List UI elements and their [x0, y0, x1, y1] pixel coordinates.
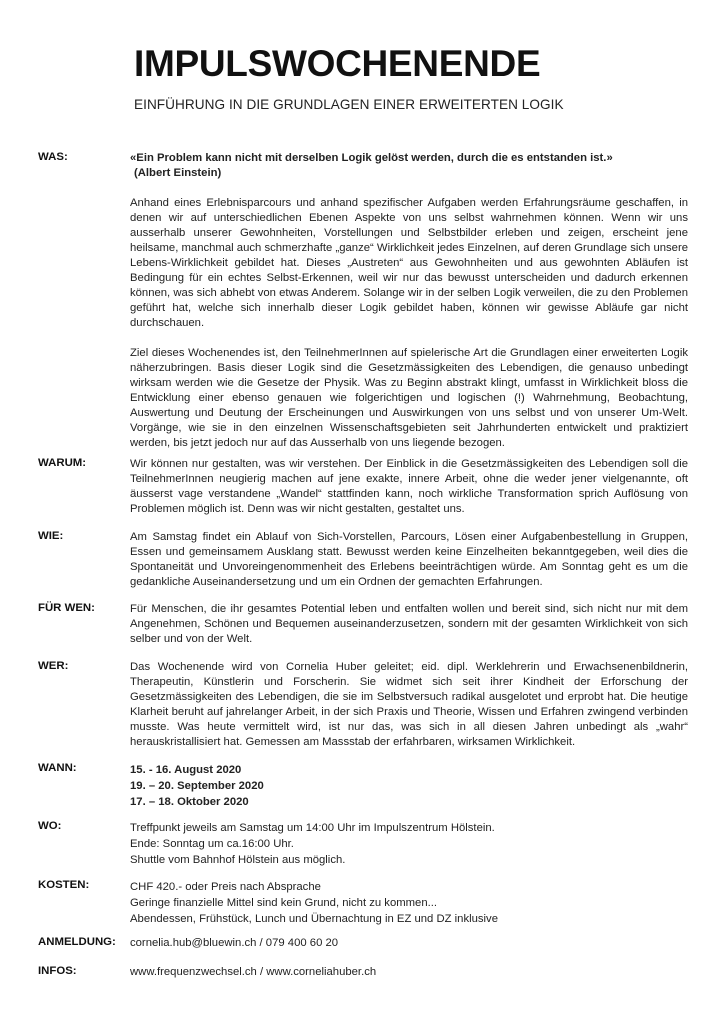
financial-note-line: Geringe finanzielle Mittel sind kein Grund, nicht zu kommen... — [130, 897, 438, 909]
section-content-wie: Am Samstag findet ein Ablauf von Sich-Vorstellen, Parcours, Lösen einer Aufgabenbestellung in Gruppen, Essen und gemeinsamem Ausklang statt. Bewusst werden keine Einzelheiten bekanntgegeben, weil dies die Spontaneität und Unvoreingenommenheit des Erlebens beeinträchtigen würde. Am Sonntag geht es um die gedankliche Auseinandersetzung und um ein Ordnen der gemachten Erfahrungen. — [130, 531, 688, 588]
section-content-wann — [130, 762, 688, 810]
date-august: 15. - 16. August 2020 — [130, 764, 242, 776]
section-label-anmeldung: ANMELDUNG: — [38, 936, 116, 948]
section-label-wo: WO: — [38, 820, 62, 832]
section-label-infos: INFOS: — [38, 965, 77, 977]
contact-info[interactable]: cornelia.hub@bluewin.ch / 079 400 60 20 — [130, 937, 339, 949]
page-subtitle: EINFÜHRUNG IN DIE GRUNDLAGEN EINER ERWEITERTEN LOGIK — [134, 97, 564, 112]
section-content-fuer-wen: Für Menschen, die ihr gesamtes Potential leben und entfalten wollen und bereit sind, sich nicht nur mit dem Angenehmen, Schönen und Bequemen auseinanderzusetzen, sondern mit der gesamten Wirklichkeit von sich selber und von der Welt. — [130, 603, 688, 645]
quote-text: «Ein Problem kann nicht mit derselben Logik gelöst werden, durch die es entstanden ist.» — [130, 152, 613, 164]
end-time-line: Ende: Sonntag um ca.16:00 Uhr. — [130, 838, 294, 850]
section-content-was — [130, 151, 688, 451]
was-paragraph-2: Ziel dieses Wochenendes ist, den TeilnehmerInnen auf spielerische Art die Grundlagen einer erweiterten Logik näherzubringen. Basis dieser Logik sind die Gesetzmässigkeiten des Lebendigen, die genauso unbedingt wirksam werden wie die Gesetze der Physik. Was zu Beginn abstrakt klingt, umfasst in Wirklichkeit bloss die Entwicklung einer ebenso genauen wie folgerichtigen und logischen (!) Wahrnehmung, Beobachtung, Auswertung und Deutung der Erscheinungen und Auswirkungen von uns selbst und von unserer Um-Welt. Vorgänge, wie sie in den einzelnen Wissenschaftsgebieten seit Jahrhunderten entwickelt und praktiziert werden, bis jetzt jedoch nur auf das Ausserhalb von uns liegende bezogen. — [130, 347, 688, 449]
section-content-wer: Das Wochenende wird von Cornelia Huber geleitet; eid. dipl. Werklehrerin und Erwachsenenbildnerin, Therapeutin, Künstlerin und Forscherin. Sie widmet sich seit ihrer Kindheit der Erforschung der Gesetzmässigkeiten des Lebendigen, die sie im Selbstversuch radikal ausgelotet und erprobt hat. Die heutige Klarheit beruht auf jahrelanger Arbeit, in der sich Praxis und Theorie, Wissen und Erfahren zwingend verbinden musste. Was heute vermittelt wird, ist nur das, was sich in all diesen Jahren unbedingt als „wahr“ herauskristallisiert hat. Gemessen am Massstab der erfahrbaren, wirksamen Wirklichkeit. — [130, 661, 688, 748]
einstein-quote — [130, 151, 688, 181]
section-label-kosten: KOSTEN: — [38, 879, 90, 891]
website-links[interactable]: www.frequenzwechsel.ch / www.corneliahuber.ch — [130, 966, 377, 978]
section-label-fuer-wen: FÜR WEN: — [38, 602, 95, 614]
section-label-wie: WIE: — [38, 530, 64, 542]
quote-source: (Albert Einstein) — [134, 167, 222, 179]
date-oktober: 17. – 18. Oktober 2020 — [130, 796, 249, 808]
was-paragraph-1: Anhand eines Erlebnisparcours und anhand spezifischer Aufgaben werden Erfahrungsräume geschaffen, in denen wir auf unterschiedlichen Ebenen Aspekte von uns selbst wahrnehmen können. Wenn wir uns ausserhalb unserer Gewohnheiten, Vorstellungen und Selbstbilder erleben und zeigen, erscheint jene heilsame, manchmal auch schmerzhafte „ganze“ Wirklichkeit jedes Einzelnen, auf deren Grundlage sich unsere Lebens-Wirklichkeit gebildet hat. Dieses „Austreten“ aus Gewohnheiten und aus gewohnten Abläufen ist Bedingung für ein echtes Selbst-Erkennen, weil wir nur das bewusst unterscheiden und dadurch erkennen können, was sich abhebt von etwas Anderem. Solange wir in der selben Logik verweilen, die zu den Problemen geführt hat, welche sich innerhalb dieser Logik gebildet haben, können wir gewisse Abläufe gar nicht durchschauen. — [130, 197, 688, 329]
section-label-was: WAS: — [38, 151, 68, 163]
date-september: 19. – 20. September 2020 — [130, 780, 264, 792]
location-line: Treffpunkt jeweils am Samstag um 14:00 Uhr im Impulszentrum Hölstein. — [130, 822, 495, 834]
section-content-kosten — [130, 879, 688, 927]
price-line: CHF 420.- oder Preis nach Absprache — [130, 881, 321, 893]
page-title: IMPULSWOCHENENDE — [134, 43, 541, 84]
section-label-wann: WANN: — [38, 762, 77, 774]
included-line: Abendessen, Frühstück, Lunch und Übernachtung in EZ und DZ inklusive — [130, 913, 498, 925]
section-label-wer: WER: — [38, 660, 69, 672]
section-label-warum: WARUM: — [38, 457, 87, 469]
shuttle-line: Shuttle vom Bahnhof Hölstein aus möglich. — [130, 854, 346, 866]
section-content-warum: Wir können nur gestalten, was wir verstehen. Der Einblick in die Gesetzmässigkeiten des Lebendigen soll die TeilnehmerInnen neugierig machen auf jene exakte, innere Arbeit, ohne die weder jener vielgenannte, oft äusserst vage verstandene „Wandel“ stattfinden kann, noch wirkliche Transformation sprich Auflösung von Problemen möglich ist. Denn was wir nicht gestalten, gestaltet uns. — [130, 458, 688, 515]
section-content-wo — [130, 820, 688, 868]
